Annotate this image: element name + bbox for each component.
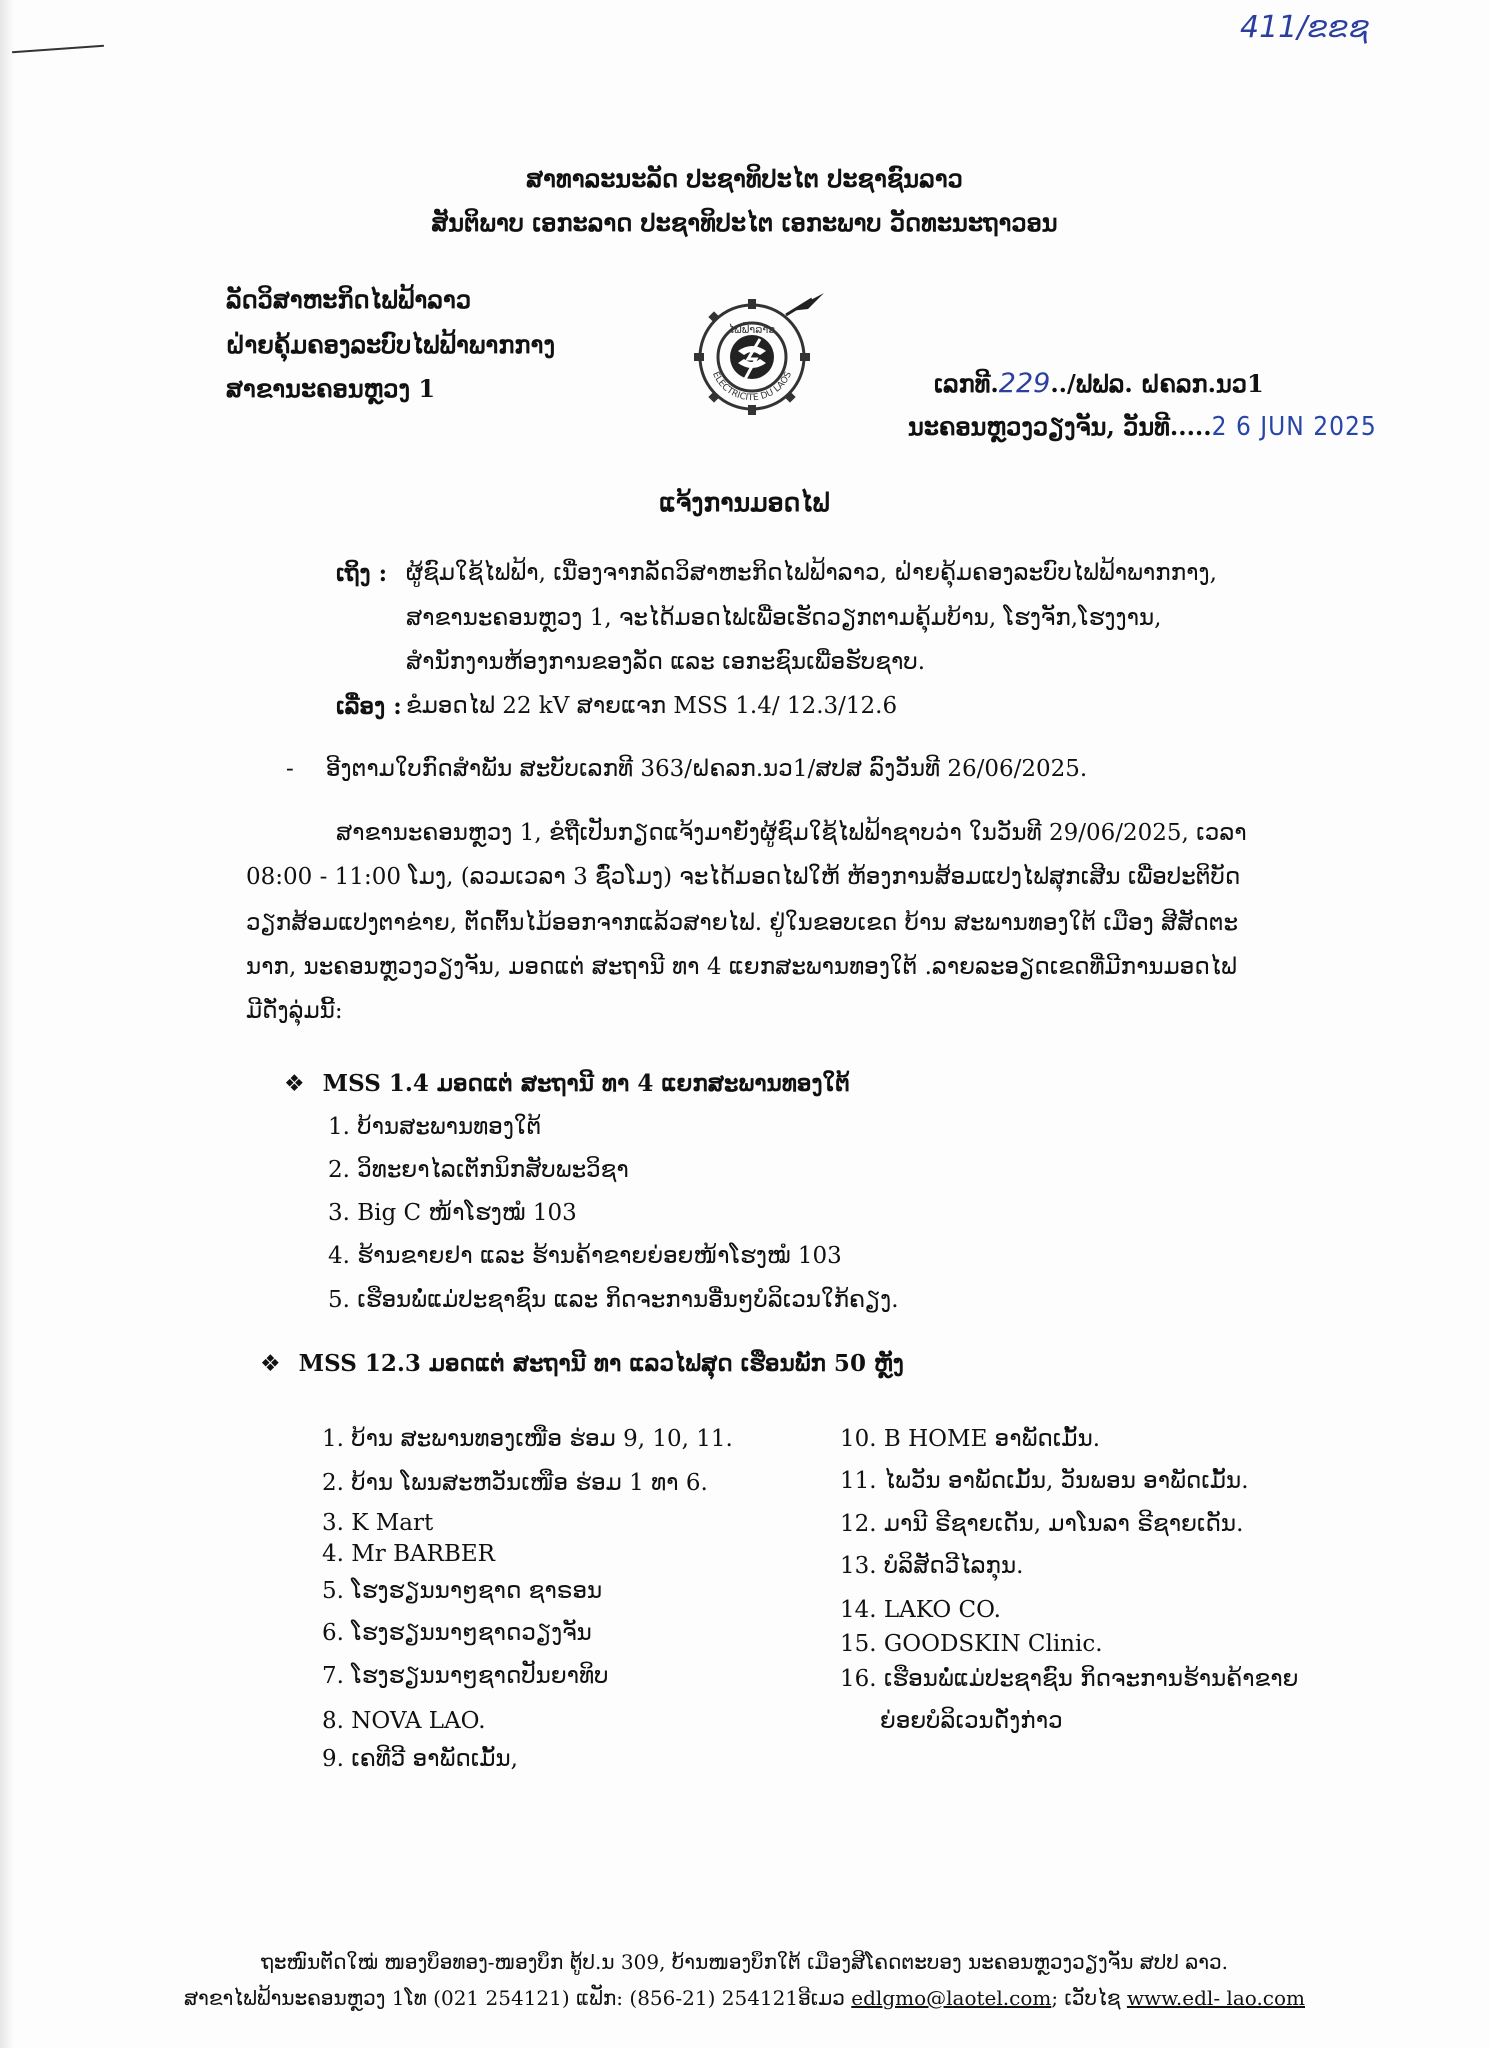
- to-line3: ສຳນັກງານຫ້ອງການຂອງລັດ ແລະ ເອກະຊົນເພື່ອຮັບຊາບ.: [406, 649, 926, 675]
- body-line5: ມີດັ່ງລຸ່ມນີ້:: [246, 998, 343, 1024]
- body-line2: 08:00 - 11:00 ໂມງ, (ລວມເວລາ 3 ຊົ່ວໂມງ) ຈະໄດ້ມອດໄຟໃຫ້ ຫ້ອງການສ້ອມແປງໄຟສຸກເສີນ ເພື່ອປະຕິບັດ: [246, 864, 1241, 890]
- ref-number-line: [934, 368, 1264, 399]
- footer-contact-mid: ; ເວັບໄຊ: [1051, 1986, 1127, 2010]
- footer-contact: [0, 1986, 1489, 2010]
- section2-left-item: 3. K Mart: [322, 1510, 434, 1536]
- national-header-line1: ສາທາລະນະລັດ ປະຊາທິປະໄຕ ປະຊາຊົນລາວ: [526, 164, 963, 193]
- pen-mark: [12, 45, 104, 53]
- org-line3: ສາຂານະຄອນຫຼວງ 1: [226, 374, 436, 403]
- section2-code: MSS 12.3: [298, 1350, 421, 1377]
- national-header-line2: ສັນຕິພາບ ເອກະລາດ ປະຊາທິປະໄຕ ເອກະພາບ ວັດທະນະຖາວອນ: [431, 208, 1058, 237]
- section2-left-item: 4. Mr BARBER: [322, 1541, 495, 1567]
- section2-right-item: ຍ່ອຍບໍລິເວນດັ່ງກ່າວ: [880, 1708, 1063, 1734]
- section1-item: 5. ເຮືອນພໍ່ແມ່ປະຊາຊົນ ແລະ ກິດຈະການອື່ນໆບໍລິເວນໃກ້ຄຽງ.: [328, 1287, 899, 1313]
- ref-date-prefix: ນະຄອນຫຼວງວຽງຈັນ, ວັນທີ.....: [908, 412, 1212, 441]
- section2-right-item: 11. ໄພວັນ ອາພັດເມັ້ນ, ວັນພອນ ອາພັດເມັ້ນ.: [840, 1468, 1249, 1494]
- reference-text: ອີງຕາມໃບກົດສຳພັນ ສະບັບເລກທີ 363/ຝຄລກ.ນວ1/ສປສ ລົງວັນທີ 26/06/2025.: [326, 756, 1088, 782]
- date-stamp: 2 6 JUN 2025: [1211, 412, 1377, 442]
- section2-right-item: 13. ບໍລິສັດວີໄລກຸນ.: [840, 1553, 1024, 1579]
- section2-heading-rest: ມອດແຕ່ ສະຖານີ ທາ ແລວໄຟສຸດ ເຮືອນພັກ 50 ຫຼັງ: [420, 1350, 904, 1377]
- to-line2: ສາຂານະຄອນຫຼວງ 1, ຈະໄດ້ມອດໄຟເພື່ອເຮັດວຽກຕາມຄຸ້ມບ້ານ, ໂຮງຈັກ,ໂຮງງານ,: [406, 605, 1162, 631]
- section2-left-item: 8. NOVA LAO.: [322, 1708, 486, 1734]
- scan-edge: [0, 0, 14, 2048]
- ref-date-line: [908, 412, 1377, 442]
- edl-logo: [690, 285, 830, 425]
- section1-bullet-icon: ❖: [284, 1071, 305, 1097]
- to-label: ເຖິງ :: [336, 560, 388, 587]
- section2-right-item: 16. ເຮືອນພໍ່ແມ່ປະຊາຊົນ ກິດຈະການຮ້ານຄ້າຂາຍ: [840, 1666, 1299, 1692]
- ref-number-prefix: ເລກທີ.: [934, 369, 999, 398]
- section2-right-item: 14. LAKO CO.: [840, 1597, 1001, 1623]
- section2-heading: [260, 1350, 904, 1377]
- to-line1: ຜູ້ຊົມໃຊ້ໄຟຟ້າ, ເນື່ອງຈາກລັດວິສາຫະກິດໄຟຟ້າລາວ, ຝ່າຍຄຸ້ມຄອງລະບົບໄຟຟ້າພາກກາງ,: [406, 560, 1217, 586]
- section1-item: 2. ວິທະຍາໄລເຕັກນິກສັບພະວິຊາ: [328, 1157, 629, 1183]
- section2-left-item: 5. ໂຮງຮຽນນາໆຊາດ ຊາຣອນ: [322, 1578, 603, 1604]
- logo-top-text: ໄຟຟ້າລາວ: [728, 323, 776, 336]
- section2-right-item: 12. ມານີ ຣີຊາຍເດັນ, ມາໂນລາ ຣີຊາຍເດັນ.: [840, 1511, 1244, 1537]
- subject-text: ຂໍມອດໄຟ 22 kV ສາຍແຈກ MSS 1.4/ 12.3/12.6: [406, 693, 898, 719]
- ref-number-suffix: ../ຟຟລ. ຝຄລກ.ນວ1: [1050, 369, 1264, 398]
- section1-item: 3. Big C ໜ້າໂຮງໝໍ 103: [328, 1200, 577, 1226]
- subject-label: ເລື່ອງ :: [336, 693, 402, 720]
- section1-item: 4. ຮ້ານຂາຍຢາ ແລະ ຮ້ານຄ້າຂາຍຍ່ອຍໜ້າໂຮງໝໍ 103: [328, 1243, 842, 1269]
- section2-left-item: 9. ເຄທີວີ ອາພັດເມັ້ນ,: [322, 1746, 518, 1772]
- org-line2: ຝ່າຍຄຸ້ມຄອງລະບົບໄຟຟ້າພາກກາງ: [226, 330, 556, 359]
- section2-left-item: 6. ໂຮງຮຽນນາໆຊາດວຽງຈັນ: [322, 1620, 592, 1646]
- footer-address: ຖະໜົນຕັດໃໝ່ ໜອງບຶອທອງ-ໜອງບຶກ ຕູ້ປ.ນ 309, ບ້ານໜອງບຶກໃຕ້ ເມືອງສີໂຄດຕະບອງ ນະຄອນຫຼວງວຽງຈັນ ສປປ ລາວ.: [260, 1950, 1228, 1974]
- section1-heading: [284, 1070, 850, 1097]
- section1-heading-rest: ມອດແຕ່ ສະຖານີ ທາ 4 ແຍກສະພານທອງໃຕ້: [428, 1070, 850, 1097]
- section2-right-item: 10. B HOME ອາພັດເມັ້ນ.: [840, 1426, 1101, 1452]
- ref-number-handwritten: 229: [998, 368, 1051, 399]
- reference-dash: -: [286, 756, 294, 782]
- section2-left-item: 1. ບ້ານ ສະພານທອງເໜືອ ຮ່ອມ 9, 10, 11.: [322, 1426, 733, 1452]
- handwritten-doc-number: 411/ຂຂຊ: [1240, 10, 1369, 45]
- section2-bullet-icon: ❖: [260, 1351, 281, 1377]
- footer-email-link[interactable]: edlgmo@laotel.com: [851, 1986, 1052, 2010]
- footer-contact-prefix: ສາຂາໄຟຟ້ານະຄອນຫຼວງ 1ໂທ (021 254121) ແຟັກ: (856-21) 254121ອີເມວ: [183, 1986, 852, 2010]
- body-line3: ວຽກສ້ອມແປງຕາຂ່າຍ, ຕັດຕົ້ນໄມ້ອອກຈາກແລ້ວສາຍໄຟ. ຢູ່ໃນຂອບເຂດ ບ້ານ ສະພານທອງໃຕ້ ເມືອງ ສີສັດຕະ: [246, 910, 1239, 936]
- section2-right-item: 15. GOODSKIN Clinic.: [840, 1631, 1103, 1657]
- body-line4: ນາກ, ນະຄອນຫຼວງວຽງຈັນ, ມອດແຕ່ ສະຖານີ ທາ 4 ແຍກສະພານທອງໃຕ້ .ລາຍລະອຽດເຂດທີ່ມີການມອດໄຟ: [246, 954, 1237, 980]
- document-title: ແຈ້ງການມອດໄຟ: [659, 488, 830, 517]
- section1-item: 1. ບ້ານສະພານທອງໃຕ້: [328, 1114, 542, 1140]
- body-line1: ສາຂານະຄອນຫຼວງ 1, ຂໍຖືເປັນກຽດແຈ້ງມາຍັງຜູ້ຊົມໃຊ້ໄຟຟ້າຊາບວ່າ ໃນວັນທີ 29/06/2025, ເວລາ: [336, 820, 1247, 846]
- logo-ring-text: ELECTRICITE DU LAOS: [710, 370, 794, 404]
- section2-left-item: 7. ໂຮງຮຽນນາໆຊາດປັນຍາທິບ: [322, 1663, 609, 1689]
- footer-website-link[interactable]: www.edl- lao.com: [1126, 1986, 1306, 2010]
- section2-left-item: 2. ບ້ານ ໂພນສະຫວັນເໜືອ ຮ່ອມ 1 ທາ 6.: [322, 1470, 708, 1496]
- org-line1: ລັດວິສາຫະກິດໄຟຟ້າລາວ: [226, 285, 472, 314]
- section1-code: MSS 1.4: [322, 1070, 429, 1097]
